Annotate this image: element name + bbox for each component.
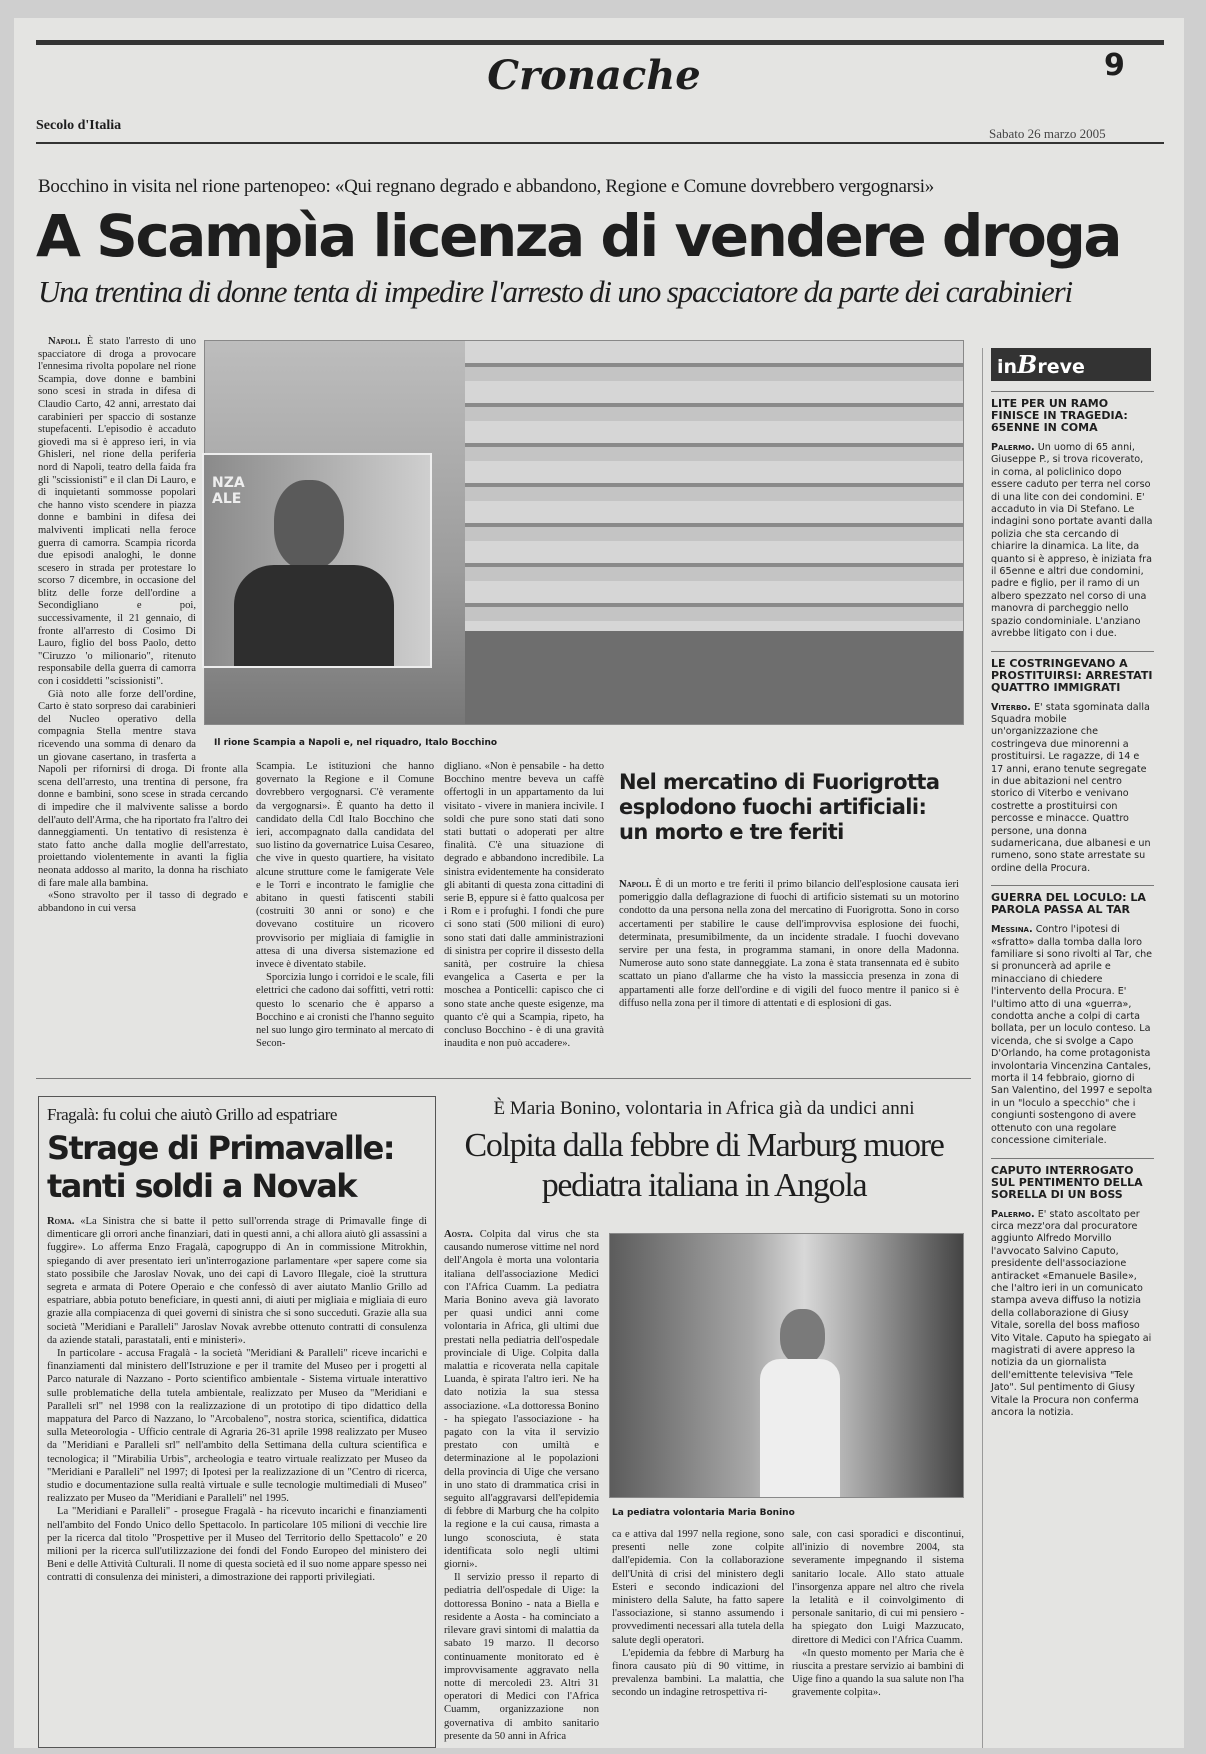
article-text: È di un morto e tre feriti il primo bilancio dell'esplosione causata ieri pomeriggio dalla deflagrazione di fuochi di artificio sistemati su un motorino condotto da una persona nella zona del mercatino di Fuorigrotta. Sono in corso accertamenti per stabilire le cause dell'improvvisa esplosione dei fuochi, determinata, presumibilmente, da un incidente stradale. I fuochi dovevano servire per una festa, in programma stamani, in onore della Madonna. Numerose auto sono state danneggiate. La zona è stata transennata ed è subito scattato un piano d'allarme che ha visto la massiccia presenza in zona di appartamenti alle forze dell'ordine e di vigili del fuoco mentre il panico si è diffuso nella zona per il timore di attentati e di esplosioni di gas.: [619, 879, 959, 1009]
bonino-kicker: È Maria Bonino, volontaria in Africa già da undici anni: [493, 1098, 915, 1119]
brief-item: [991, 885, 1154, 1147]
header-rule: [36, 142, 1164, 144]
page-number: 9: [1104, 48, 1125, 83]
brief-text: E' stato ascoltato per circa mezz'ora dal procuratore aggiunto Alfredo Morvillo l'avvocato Salvino Caputo, presidente dell'associazione antiracket «Emanuele Basile», che l'altro ieri in un comunicato stampa aveva diffuso la notizia della collaborazione di Giusy Vitale, sorella del boss mafioso Vito Vitale. Caputo ha spiegato ai magistrati di avere appreso la notizia da un giornalista dell'emittente televisiva "Tele Jato". Sul pentimento di Giusy Vitale la Procura non conferma ancora la notizia.: [991, 1208, 1152, 1418]
article-text: Già noto alle forze dell'ordine, Carto è stato sorpreso dai carabinieri del Nucleo operativo della compagnia Stella mentre stava ricevendo una somma di denaro da un giovane casertano, in trasferta a Napoli per rifornirsi di droga. Di fronte alla scena dell'arresto, una trentina di persone, fra donne e bambini, sono scese in strada cercando di impedire che il malvivente salisse a bordo dell'auto dell'Arma, che ha riportato fra l'altro dei danneggiamenti. Un tentativo di resistenza è stato fatto anche dalla moglie dell'arrestato, proiettando violentemente in avanti la figlia neonata addosso al marito, la donna ha rischiato di fare male alla bambina.: [38, 688, 248, 889]
dateline: Palermo.: [991, 1208, 1035, 1220]
primavalle-box: [38, 1096, 436, 1748]
article-text: Scampia. Le istituzioni che hanno governato la Regione e il Comune dovrebbero vergognarsi. C'è veramente da vergognarsi». È quanto ha detto il candidato della Cdl Italo Bocchino che ieri, accompagnato dalla candidata del suo listino da governatrice Luisa Cesareo, che vive in questo quartiere, ha visitato alcune strutture come le famigerate Vele e le Torri e incontrato le famiglie che abitano in questi fatiscenti stabili (costruiti 30 anni or sono) e che dovevano costituire un ricovero provvisorio per migliaia di famiglie in attesa di una diversa sistemazione ed invece è diventato stabile.: [256, 761, 434, 971]
fuorigrotta-headline: Nel mercatino di Fuorigrotta esplodono fuochi artificiali: un morto e tre feriti: [619, 770, 940, 844]
in-breve-sidebar: [982, 348, 1154, 1748]
brief-text: E' stata sgominata dalla Squadra mobile un'organizzazione che costringeva due minorenni a prostituirsi. Le ragazze, di 14 e 17 anni, erano tenute segregate in due abitazioni nel centro storico di Viterbo e venivano costrette a prostituirsi con percosse e minacce. Quattro persone, una donna sudamericana, due albanesi e un rumeno, sono state arrestate su ordine della Procura.: [991, 701, 1151, 874]
bonino-column-1: [444, 1228, 599, 1743]
brief-text: Contro l'ipotesi di «sfratto» dalla tomba dalla loro familiare si sono rivolti al Tar, che si pronuncerà ad aprile e minacciano di chiedere l'intervento della Procura. E' l'ultimo atto di una «guerra», condotta anche a colpi di carta bollata, per un loculo conteso. La vicenda, che si svolge a Capo D'Orlando, ha come protagonista involontaria Vincenzina Cantales, morta il 14 febbraio, giorno di San Valentino, del 1997 e sepolta in un "loculo a specchio" che i congiunti sostengono di avere ottenuto con una regolare concessione cimiteriale.: [991, 924, 1153, 1147]
lead-headline: A Scampìa licenza di vendere droga: [36, 202, 1121, 270]
title-part: B: [1017, 350, 1038, 379]
bonino-headline: Colpita dalla febbre di Marburg muore pediatra italiana in Angola: [464, 1127, 944, 1204]
lead-kicker: Bocchino in visita nel rione partenopeo: «Qui regnano degrado e abbandono, Regione e Comune dovrebbero vergognarsi»: [38, 176, 934, 197]
article-text: «Sono stravolto per il tasso di degrado e abbandono in cui versa: [38, 890, 248, 914]
primavalle-text: [47, 1215, 427, 1585]
dateline: Viterbo.: [991, 701, 1031, 713]
article-text: Sporcizia lungo i corridoi e le scale, fili elettrici che cadono dai soffitti, vetri rotti: questo lo scenario che è apparso a Bocchino e ai cronisti che l'hanno seguito nel suo lungo giro terminato al mercato di Secon-: [256, 972, 434, 1050]
article-text: ca e attiva dal 1997 nella regione, sono presenti nelle zone colpite dall'epidemia. Con la collaborazione dell'Unità di crisi del ministero degli Esteri e secondo indicazioni del ministero della Salute, ha fatto sapere l'associazione, si stanno assumendo i provvedimenti necessari alla tutela della salute degli operatori.: [612, 1529, 784, 1646]
bonino-column-3: [792, 1528, 964, 1700]
section-title: Cronache: [487, 52, 701, 99]
issue-date: Sabato 26 marzo 2005: [989, 126, 1106, 141]
brief-item: [991, 651, 1154, 876]
article-text: Colpita dal virus che sta causando numerose vittime nel nord dell'Angola è morta una volontaria italiana dell'associazione Medici con l'Africa Cuamm. La pediatra Maria Bonino aveva già lavorato per quasi undici anni come volontaria in Africa, gli ultimi due prestati nella pediatria dell'ospedale provinciale di Uige. Colpita dalla malattia e ricoverata nella capitale Luanda, è spirata l'altro ieri. Ne ha dato notizia la sua stessa associazione. «La dottoressa Bonino - ha spiegato l'associazione - ha pagato con la vita il servizio prestato con umiltà e determinazione al le popolazioni della provincia di Uige che versano in uno stato di drammatica crisi in seguito all'aggravarsi dell'epidemia di febbre di Marburg che ha colpito la regione e la cui causa, rimasta a lungo sconosciuta, è stata identificata solo negli ultimi giorni».: [444, 1229, 599, 1571]
lead-subhead: Una trentina di donne tenta di impedire l'arresto di uno spacciatore da parte dei carabinieri: [38, 274, 1072, 309]
brief-title: GUERRA DEL LOCULO: LA PAROLA PASSA AL TAR: [991, 885, 1154, 916]
in-breve-title: [991, 348, 1151, 381]
title-part: in: [997, 356, 1018, 378]
article-text: digliano. «Non è pensabile - ha detto Bocchino mentre beveva un caffè offertogli in un appartamento da lui visitato - vivere in maniera incivile. I soldi che pure sono stati dati sono stati buttati o adoperati per altre finalità. C'è una situazione di degrado e abbandono incredibile. La sinistra evidentemente ha considerato gli abitanti di questa zona cittadini di serie B, eppure si è fatto qualcosa per i Rom e i profughi. I fondi che pure ci sono stati (500 milioni di euro) sono stati dati dalle amministrazioni di sinistra per coprire il dissesto della sanità, per costruire la chiesa evangelica a Caserta e per la moschea a Ponticelli: capisco che ci sono state anche queste esigenze, ma quanto c'è qui a Scampia, ripeto, ha concluso Bocchino - è di una gravità inaudita e non può accadere».: [444, 761, 604, 1050]
article-text: sale, con casi sporadici e discontinui, all'inizio di novembre 2004, sta severamente impegnando il sistema sanitario locale. Allo stato attuale l'insorgenza appare nel altro che rivela la letalità e il coinvolgimento di personale sanitario, di cui mi pensiero - ha spiegato don Luigi Mazzucato, direttore di Medici con l'Africa Cuamm.: [792, 1529, 964, 1646]
article-text: L'epidemia da febbre di Marburg ha finora causato più di 90 vittime, in prevalenza bambini. La malattia, che secondo un indagine retrospettiva ri-: [612, 1647, 784, 1699]
brief-title: LITE PER UN RAMO FINISCE IN TRAGEDIA: 65ENNE IN COMA: [991, 391, 1154, 434]
masthead: Secolo d'Italia: [36, 118, 122, 133]
bonino-photo: [609, 1233, 964, 1498]
title-part: reve: [1037, 356, 1085, 378]
dateline: Messina.: [991, 924, 1033, 936]
lead-column-3: [444, 760, 604, 1050]
dateline: Palermo.: [991, 442, 1035, 453]
brief-title: CAPUTO INTERROGATO SUL PENTIMENTO DELLA SORELLA DI UN BOSS: [991, 1158, 1154, 1201]
dateline: Napoli.: [48, 336, 81, 347]
article-text: È stato l'arresto di uno spacciatore di droga a provocare l'ennesima rivolta popolare nel rione Scampia, dove donne e bambini sono scesi in strada in difesa di Claudio Carto, 42 anni, arrestato dai carabinieri per spaccio di sostanze stupefacenti. L'episodio è accaduto giovedì ma si è appreso ieri, in via Ghisleri, nel rione della periferia nord di Napoli, teatro della faida fra gli "scissionisti" e il clan Di Lauro, e di inquietanti sommosse popolari che hanno visto scendere in piazza donne e bambini in difesa dei malviventi implicati nella feroce guerra di camorra. Scampia ricorda due episodi analoghi, le donne scesero in strada per protestare lo scorso 7 dicembre, in occasione del blitz delle forze dell'ordine a Secondigliano e poi, successivamente, il 21 gennaio, di fronte all'arresto di Cosimo Di Lauro, figlio del boss Paolo, detto "Ciruzzo 'o milionario", ritenuto responsabile della guerra di camorra con i cosiddetti "scissionisti".: [38, 336, 196, 688]
primavalle-kicker: Fragalà: fu colui che aiutò Grillo ad espatriare: [47, 1105, 337, 1124]
sign-text: NZA ALE: [212, 475, 245, 507]
bonino-column-2: [612, 1528, 784, 1700]
fuorigrotta-text: [619, 878, 959, 1010]
brief-title: LE COSTRINGEVANO A PROSTITUIRSI: ARRESTATI QUATTRO IMMIGRATI: [991, 651, 1154, 694]
article-text: «La Sinistra che si batte il petto sull'orrenda strage di Primavalle finge di dimenticare gli orrori anche finanziari, dati in questi anni, a chi allora aiutò gli assassini a fuggire». Lo afferma Enzo Fragalà, capogruppo di An in commissione Mitrokhin, spiegando di aver presentato ieri un'interrogazione parlamentare «per sapere come sia stato possibile che Jaroslav Novak, uno dei capi di Lavoro Illegale, cioè la struttura segreta e armata di Potere Operaio e che confessò di aver aiutato Manlio Grillo ad espatriare, abbia potuto beneficiare, in questi anni, di aiuti per migliaia e migliaia di euro grazie alla compiacenza di quei governi di sinistra che si sono succeduti. Grazie alla sua società "Meridiani e Paralleli" Jaroslav Novak avrebbe ottenuto contratti di consulenza da aziende statali, parastatali, enti e ministeri».: [47, 1216, 427, 1346]
newspaper-page: [14, 18, 1184, 1748]
brief-item: [991, 1158, 1154, 1420]
dateline: Aosta.: [444, 1229, 473, 1240]
dateline: Roma.: [47, 1216, 75, 1227]
divider: [36, 1078, 971, 1079]
top-rule: [36, 40, 1164, 45]
brief-item: [991, 391, 1154, 641]
bocchino-inset-photo: [202, 453, 432, 668]
lead-column-2: [256, 760, 434, 1050]
dateline: Napoli.: [619, 879, 652, 890]
article-text: In particolare - accusa Fragalà - la società "Meridiani & Paralleli" riceve incarichi e finanziamenti dal ministero dell'Istruzione e per il tramite del Museo per i progetti al Parco naturale di Nazzano - Porto scientifico ambientale - Sistema virtuale interattivo sulle problematiche della tutela ambientale, realizzato per Museo da "Meridiani e Paralleli srl" nel 1998 con la realizzazione di un prototipo di tipo didattico della mappatura del Parco di Nazzano, lo "Arcobaleno", nostra storica, scientifica, didattica sulla Meteorologia - Ufficio centrale di Agraria 26-31 aprile 1998 realizzato per Museo da "Meridiani e Paralleli srl" nell'ambito della Settimana della cultura scientifica e tecnologica; il "Mirabilia Urbis", archeologia e teatro virtuale realizzato per Museo da "Meridiani e Paralleli" nel 1997; di Ipotesi per la realizzazione di un "Centro di ricerca, studio e documentazione sulla realtà virtuale e sulle tecnologie multimediali di Museo" realizzato per Museo da "Meridiani e Paralleli" nel 1995.: [47, 1348, 427, 1505]
primavalle-headline: Strage di Primavalle: tanti soldi a Novak: [47, 1129, 394, 1205]
article-text: La "Meridiani e Paralleli" - prosegue Fragalà - ha ricevuto incarichi e finanziamenti nell'ambito del Fondo Unico dello Spettacolo. In particolare 105 milioni di vecchie lire per la ricerca dal titolo "Prospettive per il Museo del Territorio dello Spettacolo" e 20 milioni per la ricerca sull'utilizzazione dei fondi del Fondo Europeo del ministero dei Beni e delle Attività Culturali. Il nome di questa società ed il suo nome appare spesso nei contratti di consulenza dei ministeri, a dimostrazione dei rapporti privilegiati.: [47, 1506, 427, 1584]
article-text: Il servizio presso il reparto di pediatria dell'ospedale di Uige: la dottoressa Bonino - nata a Biella e residente a Aosta - ha cominciato a rilevare gravi sintomi di malattia da sabato 19 marzo. Il decorso continuamente monitorato ed è improvvisamente aggravato nella notte di mercoledì 23. Altri 31 operatori di Medici con l'Africa Cuamm, organizzazione non governativa di ambito sanitario presente da 50 anni in Africa: [444, 1572, 599, 1742]
bonino-photo-caption: La pediatra volontaria Maria Bonino: [612, 1508, 795, 1518]
lead-photo-caption: Il rione Scampia a Napoli e, nel riquadro, Italo Bocchino: [214, 738, 498, 748]
article-text: «In questo momento per Maria che è riuscita a prestare servizio ai bambini di Uige fino a quando la sua salute non l'ha gravemente colpita».: [792, 1647, 964, 1699]
brief-text: Un uomo di 65 anni, Giuseppe P., si trova ricoverato, in coma, al policlinico dopo essere caduto per terra nel corso di una lite con dei condomini. E' accaduto in via Di Stefano. Le indagini sono portate avanti dalla polizia che sta cercando di chiarire la dinamica. La lite, da quanto si è appreso, è iniziata fra il 65enne e altri due condomini, padre e figlio, per il ramo di un albero spezzato nel corso di una manovra di parcheggio nello spazio condominiale. L'anziano avrebbe litigato con i due.: [991, 442, 1153, 640]
